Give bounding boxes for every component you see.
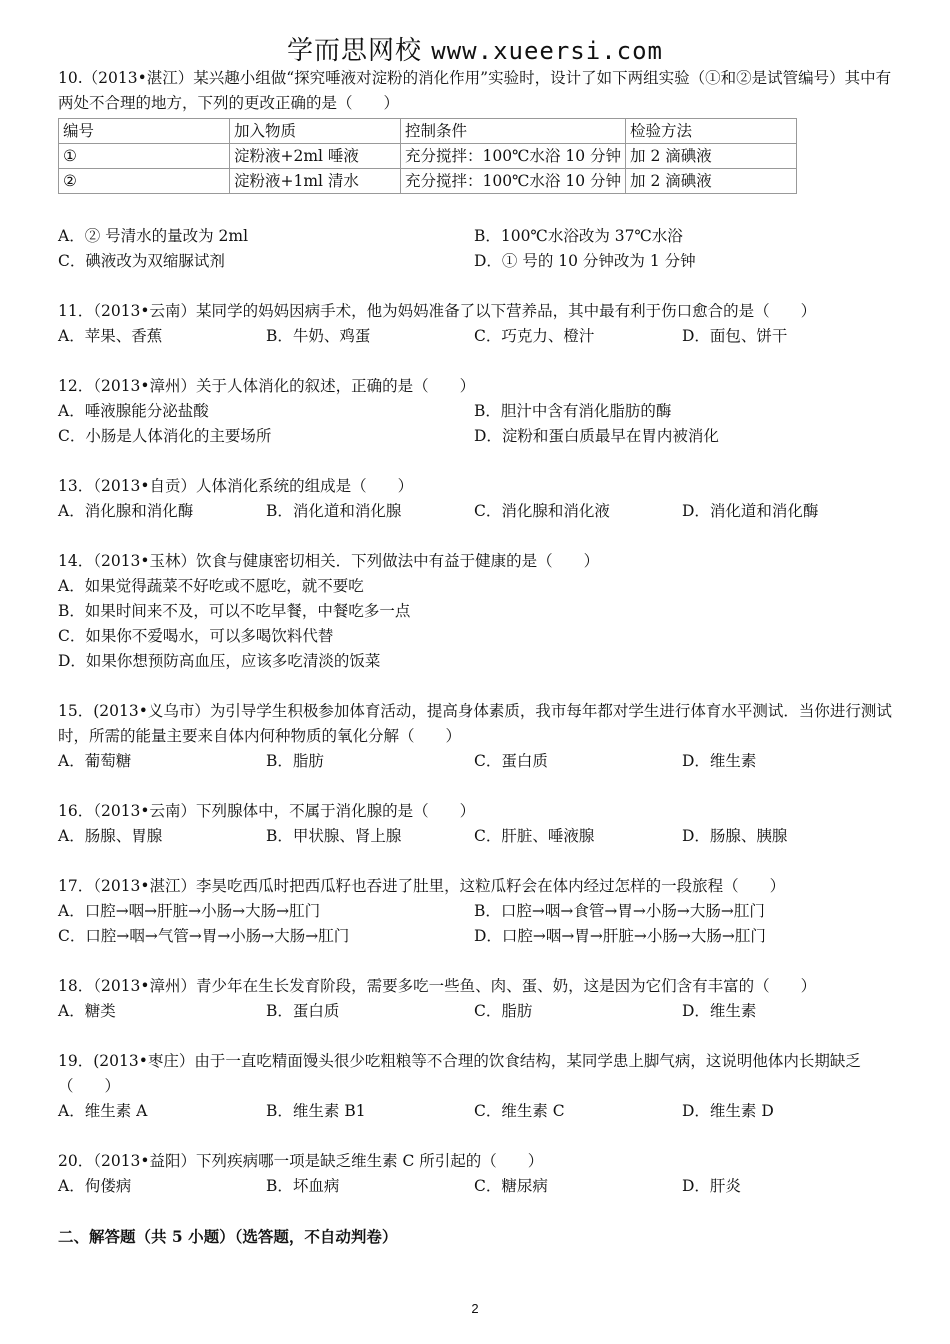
question-stem: 12．（2013•漳州）关于人体消化的叙述，正确的是（ ）	[58, 377, 476, 395]
question-17	[58, 874, 898, 949]
option-a[interactable]: A．维生素 A	[58, 1102, 148, 1120]
question-15	[58, 699, 898, 774]
option-b[interactable]: B．甲状腺、肾上腺	[266, 827, 402, 845]
question-16	[58, 799, 898, 849]
question-20	[58, 1149, 898, 1199]
option-a[interactable]: A．肠腺、胃腺	[58, 827, 163, 845]
option-d[interactable]: D．口腔→咽→胃→肝脏→小肠→大肠→肛门	[474, 927, 766, 945]
option-b[interactable]: B．脂肪	[266, 752, 324, 770]
option-d[interactable]: D．面包、饼干	[682, 327, 788, 345]
question-10	[58, 66, 898, 116]
option-b[interactable]: B．维生素 B1	[266, 1102, 366, 1120]
table-cell: 加 2 滴碘液	[626, 144, 797, 169]
table-cell: ①	[59, 144, 230, 169]
option-b[interactable]: B．胆汁中含有消化脂肪的酶	[474, 402, 672, 420]
option-c[interactable]: C．糖尿病	[474, 1177, 548, 1195]
table-header-cell: 控制条件	[401, 119, 626, 144]
table-cell: 淀粉液+1ml 清水	[230, 169, 401, 194]
table-cell: 充分搅拌：100℃水浴 10 分钟	[401, 144, 626, 169]
question-14	[58, 549, 898, 674]
page-header	[0, 36, 950, 66]
header-title: 学而思网校	[286, 36, 422, 66]
options	[58, 224, 898, 274]
options	[58, 1174, 898, 1199]
option-b[interactable]: B．消化道和消化腺	[266, 502, 402, 520]
option-b[interactable]: B．口腔→咽→食管→胃→小肠→大肠→肛门	[474, 902, 765, 920]
option-d[interactable]: D．消化道和消化酶	[682, 502, 819, 520]
option-b[interactable]: B．100℃水浴改为 37℃水浴	[474, 227, 683, 245]
question-stem: 20．（2013•益阳）下列疾病哪一项是缺乏维生素 C 所引起的（ ）	[58, 1152, 544, 1170]
question-10-options-block	[58, 224, 898, 274]
option-d[interactable]: D．淀粉和蛋白质最早在胃内被消化	[474, 427, 719, 445]
table-cell: 加 2 滴碘液	[626, 169, 797, 194]
option-d[interactable]: D．如果你想预防高血压，应该多吃清淡的饭菜	[58, 652, 381, 670]
question-stem: 18．（2013•漳州）青少年在生长发育阶段，需要多吃一些鱼、肉、蛋、奶，这是因为它们含有丰富的（ ）	[58, 977, 817, 995]
question-11	[58, 299, 898, 349]
question-stem: 15．(2013•义乌市）为引导学生积极参加体育活动，提高身体素质，我市每年都对学生进行体育水平测试．当你进行测试时，所需的能量主要来自体内何种物质的氧化分解（ ）	[58, 702, 892, 745]
header-url: www.xueersi.com	[431, 37, 664, 65]
option-a[interactable]: A．糖类	[58, 1002, 116, 1020]
option-c[interactable]: C．消化腺和消化液	[474, 502, 610, 520]
table-cell: 淀粉液+2ml 唾液	[230, 144, 401, 169]
question-19	[58, 1049, 898, 1124]
option-a[interactable]: A．苹果、香蕉	[58, 327, 163, 345]
table-row	[59, 144, 797, 169]
question-stem: 17．（2013•湛江）李昊吃西瓜时把西瓜籽也吞进了肚里，这粒瓜籽会在体内经过怎样的一段旅程（ ）	[58, 877, 786, 895]
option-a[interactable]: A．② 号清水的量改为 2ml	[58, 227, 249, 245]
question-12	[58, 374, 898, 449]
option-a[interactable]: A．消化腺和消化酶	[58, 502, 194, 520]
option-a[interactable]: A．如果觉得蔬菜不好吃或不愿吃，就不要吃	[58, 577, 364, 595]
options	[58, 999, 898, 1024]
table-header-cell: 检验方法	[626, 119, 797, 144]
table-header-row	[59, 119, 797, 144]
table-header-cell: 编号	[59, 119, 230, 144]
option-d[interactable]: D．肝炎	[682, 1177, 741, 1195]
option-d[interactable]: D．肠腺、胰腺	[682, 827, 788, 845]
question-18	[58, 974, 898, 1024]
option-a[interactable]: A．佝偻病	[58, 1177, 132, 1195]
experiment-table	[58, 118, 797, 194]
table-row	[59, 169, 797, 194]
table-cell: 充分搅拌：100℃水浴 10 分钟	[401, 169, 626, 194]
question-stem: 11．（2013•云南）某同学的妈妈因病手术，他为妈妈准备了以下营养品，其中最有利于伤口愈合的是（ ）	[58, 302, 817, 320]
option-c[interactable]: C．脂肪	[474, 1002, 533, 1020]
section-heading: 二、解答题（共 5 小题）（选答题，不自动判卷）	[58, 1227, 398, 1246]
options	[58, 899, 898, 949]
option-b[interactable]: B．如果时间来不及，可以不吃早餐，中餐吃多一点	[58, 602, 411, 620]
table-cell: ②	[59, 169, 230, 194]
options	[58, 749, 898, 774]
option-a[interactable]: A．葡萄糖	[58, 752, 132, 770]
question-13	[58, 474, 898, 524]
question-stem: 19．(2013•枣庄）由于一直吃精面馒头很少吃粗粮等不合理的饮食结构，某同学患上脚气病，这说明他体内长期缺乏（ ）	[58, 1052, 861, 1095]
option-d[interactable]: D．① 号的 10 分钟改为 1 分钟	[474, 252, 696, 270]
question-stem: 10.（2013•湛江）某兴趣小组做“探究唾液对淀粉的消化作用”实验时，设计了如下两组实验（①和②是试管编号）其中有两处不合理的地方，下列的更改正确的是（ ）	[58, 69, 892, 112]
question-stem: 13．（2013•自贡）人体消化系统的组成是（ ）	[58, 477, 414, 495]
option-c[interactable]: C．口腔→咽→气管→胃→小肠→大肠→肛门	[58, 927, 350, 945]
table-header-cell: 加入物质	[230, 119, 401, 144]
option-c[interactable]: C．巧克力、橙汁	[474, 327, 595, 345]
option-d[interactable]: D．维生素	[682, 752, 757, 770]
option-c[interactable]: C．小肠是人体消化的主要场所	[58, 427, 272, 445]
option-c[interactable]: C．如果你不爱喝水，可以多喝饮料代替	[58, 627, 334, 645]
option-c[interactable]: C．蛋白质	[474, 752, 548, 770]
option-d[interactable]: D．维生素	[682, 1002, 757, 1020]
options	[58, 574, 898, 674]
option-d[interactable]: D．维生素 D	[682, 1102, 774, 1120]
option-c[interactable]: C．碘液改为双缩脲试剂	[58, 252, 225, 270]
question-stem: 16．（2013•云南）下列腺体中，不属于消化腺的是（ ）	[58, 802, 476, 820]
options	[58, 824, 898, 849]
option-b[interactable]: B．坏血病	[266, 1177, 340, 1195]
options	[58, 324, 898, 349]
option-c[interactable]: C．维生素 C	[474, 1102, 565, 1120]
option-c[interactable]: C．肝脏、唾液腺	[474, 827, 595, 845]
option-b[interactable]: B．牛奶、鸡蛋	[266, 327, 371, 345]
option-a[interactable]: A．唾液腺能分泌盐酸	[58, 402, 209, 420]
options	[58, 1099, 898, 1124]
question-stem: 14．（2013•玉林）饮食与健康密切相关．下列做法中有益于健康的是（ ）	[58, 552, 600, 570]
options	[58, 399, 898, 449]
option-a[interactable]: A．口腔→咽→肝脏→小肠→大肠→肛门	[58, 902, 321, 920]
page-number: 2	[471, 1301, 479, 1316]
option-b[interactable]: B．蛋白质	[266, 1002, 340, 1020]
options	[58, 499, 898, 524]
question-list	[58, 66, 898, 1249]
